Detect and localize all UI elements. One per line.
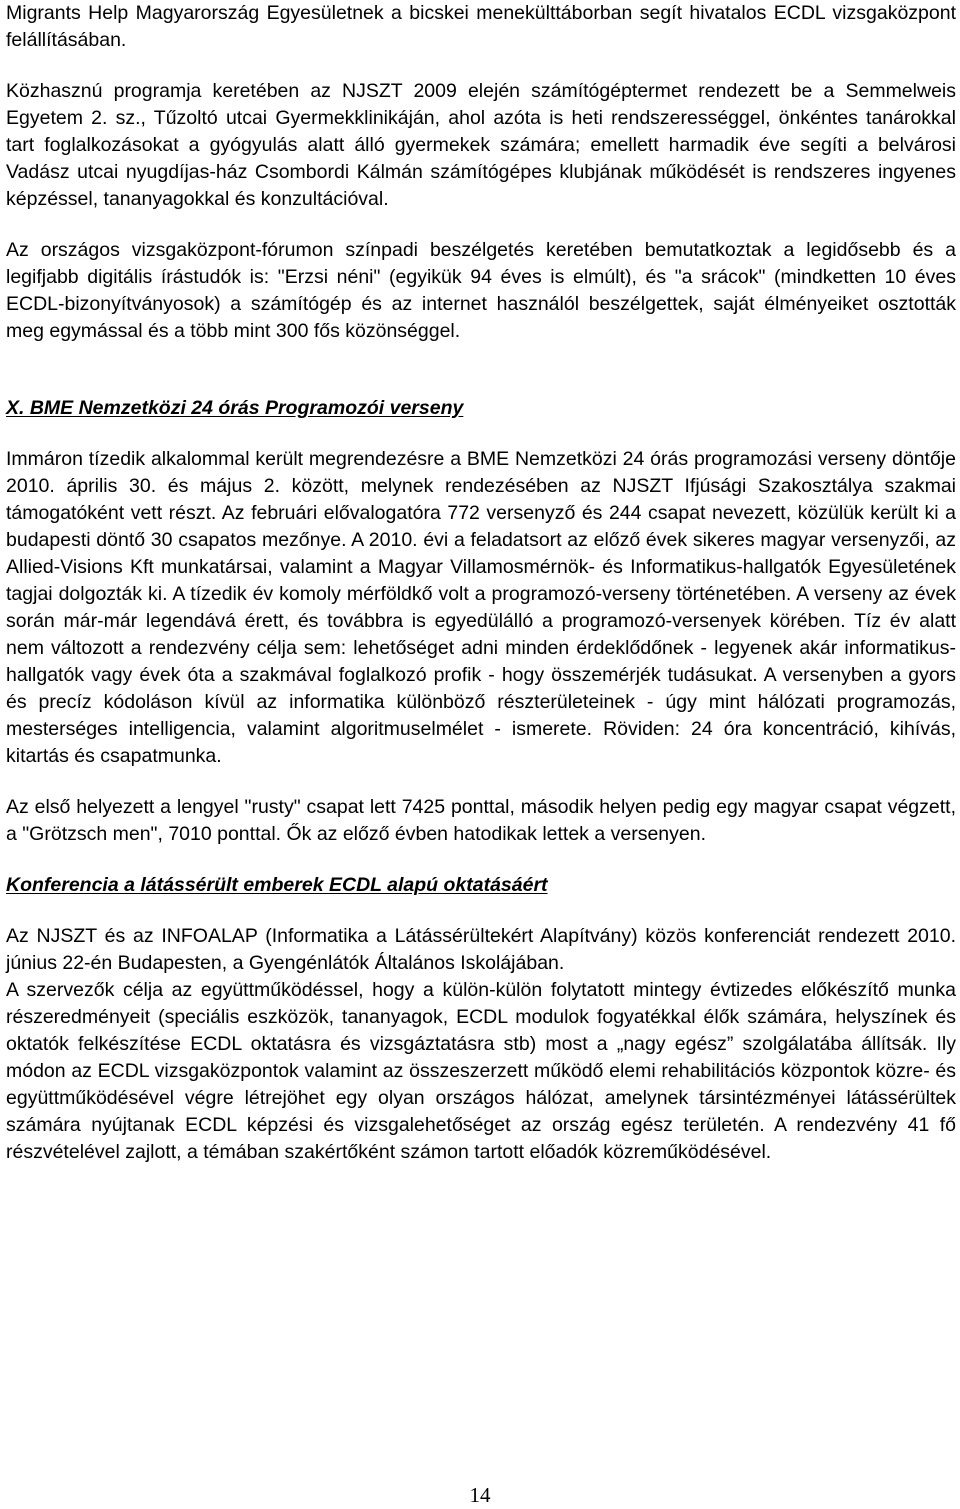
section-heading-ecdl-conference: Konferencia a látássérült emberek ECDL alapú oktatásáért [6,874,548,896]
paragraph-spacer [6,213,956,237]
section-spacer [6,848,956,872]
paragraph-public-benefit-program: Közhasznú programja keretében az NJSZT 2009 elején számítógéptermet rendezett be a Semmelweis Egyetem 2. sz., Tűzoltó utcai Gyermekklinikáján, ahol azóta is heti rendszerességgel, önkéntes tanárokkal tart foglalkozásokat a gyógyulás alatt álló gyermekek számára; emellett harmadik éve segíti a belvárosi Vadász utcai nyugdíjas-ház Csombordi Kálmán számítógépes klubjának működését is rendszeres ingyenes képzéssel, tananyagokkal és konzultációval. [6,80,956,210]
paragraph-spacer [6,422,956,446]
section-heading-bme: X. BME Nemzetközi 24 órás Programozói verseny [6,397,464,419]
paragraph-spacer [6,54,956,78]
paragraph-spacer [6,770,956,794]
paragraph-exam-forum: Az országos vizsgaközpont-fórumon színpadi beszélgetés keretében bemutatkoztak a legidősebb és a legifjabb digitális írástudók is: "Erzsi néni" (egyikük 94 éves is elmúlt), és "a srácok" (mindketten 10 éves ECDL-bizonyítványosok) a számítógép és az internet használól beszélgettek, saját élményeiket osztották meg egymással és a több mint 300 fős közönséggel. [6,239,956,342]
paragraph-bme-results: Az első helyezett a lengyel "rusty" csapat lett 7425 ponttal, második helyen pedig egy magyar csapat végzett, a "Grötzsch men", 7010 ponttal. Ők az előző évben hatodikak lettek a versenyen. [6,796,956,845]
section-spacer [6,371,956,395]
section-spacer [6,345,956,371]
paragraph-migrants-help: Migrants Help Magyarország Egyesületnek a bicskei menekülttáborban segít hivatalos ECDL vizsgaközpont felállításában. [6,2,956,51]
paragraph-spacer [6,899,956,923]
document-page [6,0,956,1166]
paragraph-bme-contest: Immáron tízedik alkalommal került megrendezésre a BME Nemzetközi 24 órás programozási verseny döntője 2010. április 30. és május 2. között, melynek rendezésében az NJSZT Ifjúsági Szakosztálya szakmai támogatóként vett részt. Az februári elővalogatóra 772 versenyző és 244 csapat nevezett, közülük került ki a budapesti döntő 30 csapatos mezőnye. A 2010. évi a feladatsort az előző évek sikeres magyar versenyzői, az Allied-Visions Kft munkatársai, valamint a Magyar Villamosmérnök- és Informatikus-hallgatók Egyesületének tagjai dolgozták ki. A tízedik év komoly mérföldkő volt a programozó-verseny történetében. A verseny az évek során már-már legendává érett, és továbbra is egyedülálló a programozó-versenyek körében. Tíz év alatt nem változott a rendezvény célja sem: lehetőséget adni minden érdeklődőnek - legyenek akár informatikus-hallgatók vagy évek óta a szakmával foglalkozó profik - hogy összemérjék tudásukat. A versenyben a gyors és precíz kódoláson kívül az informatika különböző részterületeinek - úgy mint hálózati programozás, mesterséges intelligencia, valamint algoritmuselmélet - ismerete. Röviden: 24 óra koncentráció, kihívás, kitartás és csapatmunka. [6,448,956,767]
paragraph-ecdl-conference-goals: A szervezők célja az együttműködéssel, hogy a külön-külön folytatott mintegy évtizedes előkészítő munka részeredményeit (speciális eszközök, tananyagok, ECDL modulok fogyatékkal élők számára, helyszínek és oktatók felkészítése ECDL oktatásra és vizsgáztatásra stb) most a „nagy egész” szolgálatába állítsák. Ily módon az ECDL vizsgaközpontok valamint az összeszerzett működő elemi rehabilitációs központok közre- és együttműködésével végre létrejöhet egy olyan országos hálózat, amelynek társintézményei látássérültek számára nyújtanak ECDL képzési és vizsgalehetőséget az ország egész területén. A rendezvény 41 fő részvételével zajlott, a témában szakértőként számon tartott előadók közreműködésével. [6,979,956,1163]
paragraph-ecdl-conference-intro: Az NJSZT és az INFOALAP (Informatika a Látássérültekért Alapítvány) közös konferenciát rendezett 2010. június 22-én Budapesten, a Gyengénlátók Általános Iskolájában. [6,925,956,974]
page-number: 14 [469,1483,491,1507]
